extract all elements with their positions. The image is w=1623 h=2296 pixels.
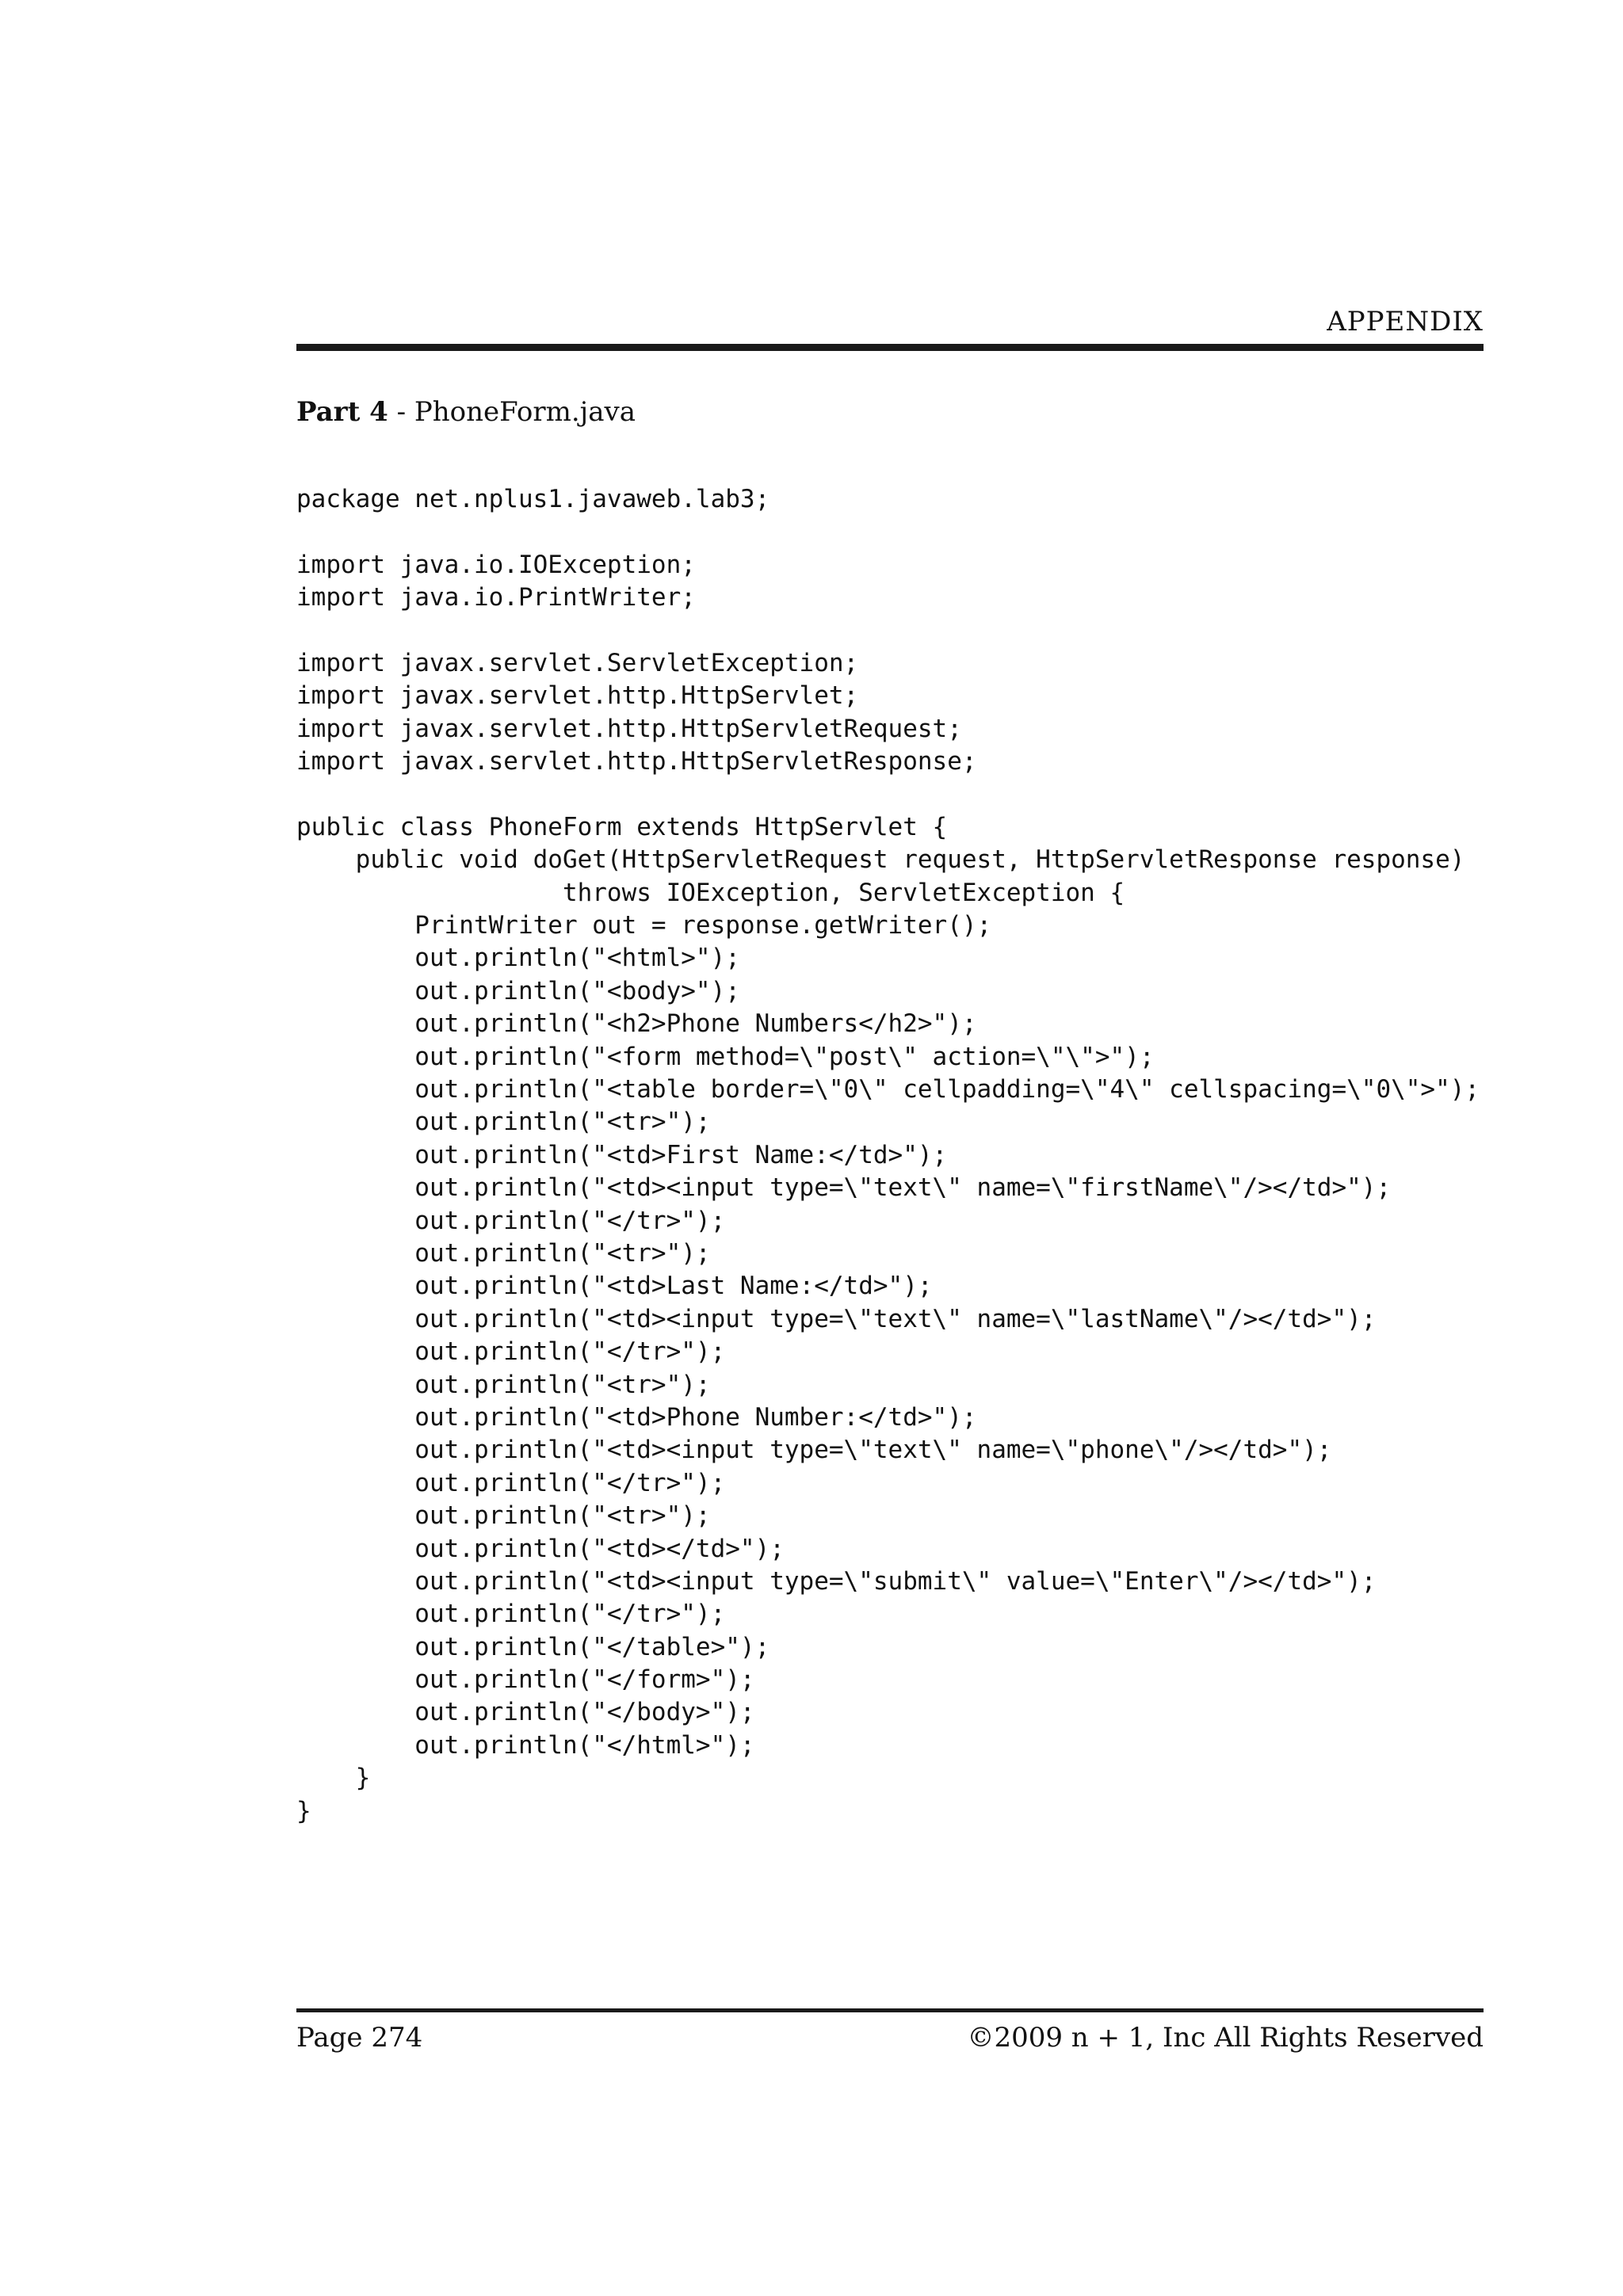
code-line: out.println("</html>"); [296,1730,755,1760]
section-separator: - [388,396,414,428]
code-line: out.println("</body>"); [296,1698,755,1727]
code-line: public class PhoneForm extends HttpServlet { [296,812,948,841]
code-line: out.println("<table border=\"0\" cellpadding=\"4\" cellspacing=\"0\">"); [296,1075,1480,1104]
code-line: import javax.servlet.http.HttpServlet; [296,681,859,711]
running-header: APPENDIX [1327,306,1484,338]
code-line: } [296,1796,311,1825]
section-filename: PhoneForm.java [414,396,636,428]
code-line: out.println("<html>"); [296,944,740,973]
footer-rule [296,2008,1484,2012]
code-line [296,516,1484,548]
code-line: import javax.servlet.http.HttpServletResponse; [296,747,977,776]
copyright-notice: ©2009 n + 1, Inc All Rights Reserved [967,2022,1484,2054]
code-line: out.println("<body>"); [296,976,740,1005]
code-line: out.println("</form>"); [296,1665,755,1695]
code-line: out.println("</tr>"); [296,1337,726,1367]
code-line: package net.nplus1.javaweb.lab3; [296,485,770,513]
code-line: out.println("<tr>"); [296,1370,711,1399]
code-line: out.println("</tr>"); [296,1468,726,1497]
code-line: out.println("<td>Last Name:</td>"); [296,1272,933,1301]
code-line [296,779,1484,811]
code-line: throws IOException, ServletException { [296,878,1125,907]
code-line: out.println("</tr>"); [296,1206,726,1235]
code-line: out.println("<form method=\"post\" action=\"\">"); [296,1042,1155,1071]
code-line: out.println("<h2>Phone Numbers</h2>"); [296,1009,977,1039]
code-listing [296,483,1484,1828]
code-line: out.println("</tr>"); [296,1600,726,1629]
code-line: out.println("<td><input type=\"text\" name=\"lastName\"/></td>"); [296,1304,1377,1333]
section-title [296,395,636,429]
code-line: out.println("</table>"); [296,1632,770,1661]
section-part-label: Part 4 [296,396,388,428]
code-line: out.println("<td><input type=\"submit\" value=\"Enter\"/></td>"); [296,1566,1377,1596]
code-line: import javax.servlet.http.HttpServletRequest; [296,714,962,743]
code-line: public void doGet(HttpServletRequest request, HttpServletResponse response) [296,845,1465,875]
code-line: out.println("<td><input type=\"text\" name=\"phone\"/></td>"); [296,1436,1332,1465]
code-line: out.println("<tr>"); [296,1501,711,1531]
code-line: } [296,1764,371,1793]
page-number: Page 274 [296,2022,423,2054]
code-line: out.println("<tr>"); [296,1238,711,1268]
code-line: out.println("<td></td>"); [296,1534,785,1563]
code-line: PrintWriter out = response.getWriter(); [296,911,992,940]
code-line: out.println("<td>Phone Number:</td>"); [296,1402,977,1432]
code-line: import java.io.PrintWriter; [296,583,696,612]
header-rule [296,344,1484,351]
code-line: import java.io.IOException; [296,550,696,579]
code-line: out.println("<td><input type=\"text\" name=\"firstName\"/></td>"); [296,1173,1392,1203]
code-line: import javax.servlet.ServletException; [296,648,859,677]
code-line [296,615,1484,647]
code-line: out.println("<td>First Name:</td>"); [296,1140,948,1169]
code-line: out.println("<tr>"); [296,1108,711,1137]
